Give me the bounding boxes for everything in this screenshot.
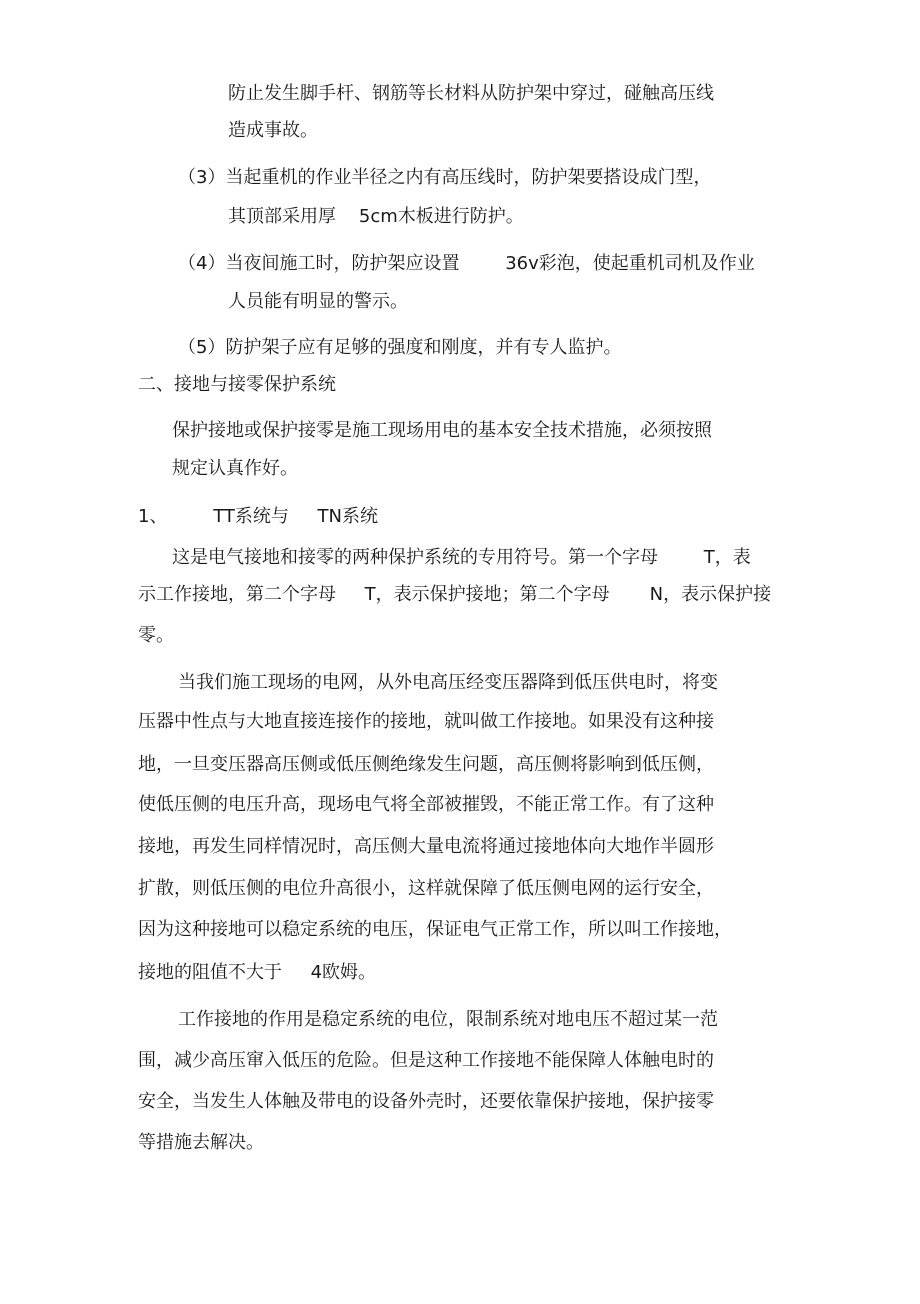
section-heading: 二、接地与接零保护系统 — [138, 374, 336, 395]
text-line: 造成事故。 — [228, 120, 318, 141]
text-line: 规定认真作好。 — [172, 458, 298, 479]
text-line: 扩散，则低压侧的电位升高很小，这样就保障了低压侧电网的运行安全， — [138, 878, 714, 899]
text-line: 当我们施工现场的电网，从外电高压经变压器降到低压供电时，将变 — [178, 672, 718, 693]
text-line: 工作接地的作用是稳定系统的电位，限制系统对地电压不超过某一范 — [178, 1009, 718, 1030]
text-line: （3）当起重机的作业半径之内有高压线时，防护架要搭设成门型， — [178, 167, 712, 188]
text-line: 安全，当发生人体触及带电的设备外壳时，还要依靠保护接地，保护接零 — [138, 1091, 714, 1112]
text-line: 示工作接地，第二个字母 T，表示保护接地；第二个字母 N，表示保护接 — [138, 584, 772, 605]
text-line: 接地，再发生同样情况时，高压侧大量电流将通过接地体向大地作半圆形 — [138, 836, 714, 857]
text-line: 这是电气接地和接零的两种保护系统的专用符号。第一个字母 T，表 — [172, 547, 751, 568]
text-line: （5）防护架子应有足够的强度和刚度，并有专人监护。 — [178, 337, 622, 358]
text-line: 防止发生脚手杆、钢筋等长材料从防护架中穿过，碰触高压线 — [228, 83, 714, 104]
text-line: 接地的阻值不大于 4欧姆。 — [138, 962, 377, 983]
text-line: 压器中性点与大地直接连接作的接地，就叫做工作接地。如果没有这种接 — [138, 711, 714, 732]
text-line: 围，减少高压窜入低压的危险。但是这种工作接地不能保障人体触电时的 — [138, 1050, 714, 1071]
text-line: 人员能有明显的警示。 — [228, 291, 408, 312]
text-line: 零。 — [138, 625, 174, 646]
text-line: 地，一旦变压器高压侧或低压侧绝缘发生问题，高压侧将影响到低压侧， — [138, 754, 714, 775]
text-line: 其顶部采用厚 5cm木板进行防护。 — [228, 206, 524, 227]
text-line: 保护接地或保护接零是施工现场用电的基本安全技术措施，必须按照 — [172, 420, 712, 441]
text-line: 等措施去解决。 — [138, 1132, 264, 1153]
text-line: 使低压侧的电压升高，现场电气将全部被摧毁，不能正常工作。有了这种 — [138, 794, 714, 815]
subsection-heading: 1、 TT系统与 TN系统 — [138, 506, 378, 527]
text-line: （4）当夜间施工时，防护架应设置 36v彩泡，使起重机司机及作业 — [178, 253, 755, 274]
text-line: 因为这种接地可以稳定系统的电压，保证电气正常工作，所以叫工作接地， — [138, 919, 732, 940]
